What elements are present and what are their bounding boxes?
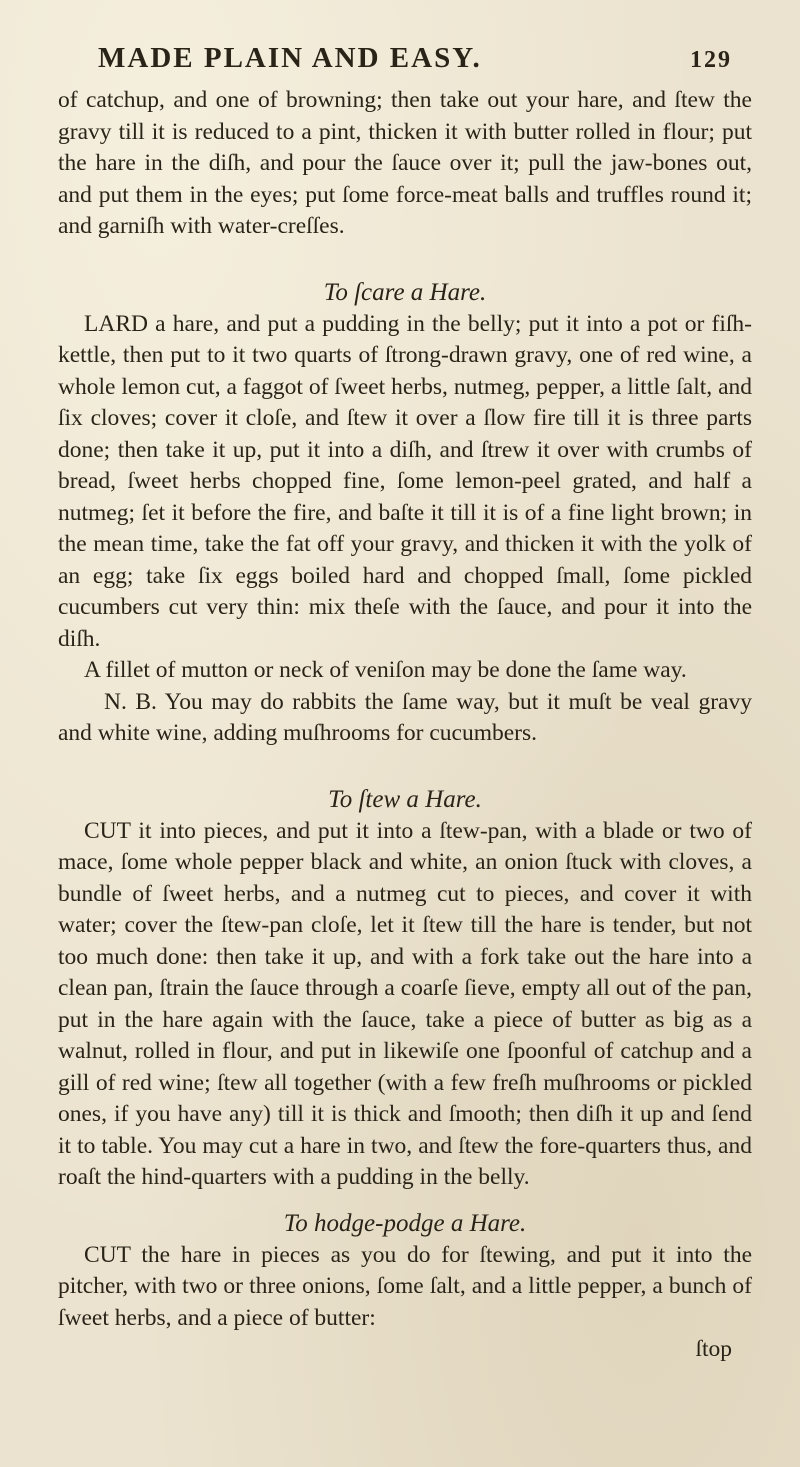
recipe-title-hodge-podge: To hodge-podge a Hare. [283, 1209, 527, 1237]
recipe-title-stew-hare: To ſtew a Hare. [328, 785, 482, 813]
recipe-note: N. B. You may do rabbits the ſame way, but it muſt be veal gravy and white wine, adding muſhrooms for cucumbers. [58, 688, 752, 746]
continued-paragraph: of catchup, and one of browning; then take out your hare, and ſtew the gravy till it is reduced to a pint, thicken it with butter rolled in flour; put the hare in the diſh, and pour the ſauce over it; pull the jaw-bones out, and put them in the eyes; put ſome force-meat balls and truffles round it; and garniſh with water-creſſes. [58, 87, 752, 239]
catchword: ſtop [695, 1336, 732, 1362]
page-number: 129 [690, 47, 732, 73]
recipe-body-stew-hare: CUT it into pieces, and put it into a ſtew-pan, with a blade or two of mace, ſome whole pepper black and white, an onion ſtuck with cloves, a bundle of ſweet herbs, and a nutmeg cut to pieces, and cover it with water; cover the ſtew-pan cloſe, let it ſtew till the hare is tender, but not too much done: then take it up, and with a fork take out the hare into a clean pan, ſtrain the ſauce through a coarſe ſieve, empty all out of the pan, put in the hare again with the ſauce, take a piece of butter as big as a walnut, rolled in flour, and put in likewiſe one ſpoonful of catchup and a gill of red wine; ſtew all together (with a few freſh muſhrooms or pickled ones, if you have any) till it is thick and ſmooth; then diſh it up and ſend it to table. You may cut a hare in two, and ſtew the fore-quarters thus, and roaſt the hind-quarters with a pudding in the belly. [58, 817, 752, 1190]
recipe-body-hodge-podge: CUT the hare in pieces as you do for ſtewing, and put it into the pitcher, with two or three onions, ſome ſalt, and a little pepper, a bunch of ſweet herbs, and a piece of butter: [58, 1241, 752, 1331]
running-header [58, 42, 752, 75]
running-title: MADE PLAIN AND EASY. [98, 42, 482, 74]
recipe-variation-fillet: A fillet of mutton or neck of veniſon may be done the ſame way. [84, 657, 687, 683]
recipe-title-scare-hare: To ſcare a Hare. [323, 278, 487, 306]
recipe-body-scare-hare: LARD a hare, and put a pudding in the belly; put it into a pot or fiſh-kettle, then put to it two quarts of ſtrong-drawn gravy, one of red wine, a whole lemon cut, a faggot of ſweet herbs, nutmeg, pepper, a little ſalt, and ſix cloves; cover it cloſe, and ſtew it over a ſlow fire till it is three parts done; then take it up, put it into a diſh, and ſtrew it over with crumbs of bread, ſweet herbs chopped fine, ſome lemon-peel grated, and half a nutmeg; ſet it before the fire, and baſte it till it is of a fine light brown; in the mean time, take the fat off your gravy, and thicken it with the yolk of an egg; take ſix eggs boiled hard and chopped ſmall, ſome pickled cucumbers cut very thin: mix theſe with the ſauce, and pour it into the diſh. [58, 310, 752, 652]
